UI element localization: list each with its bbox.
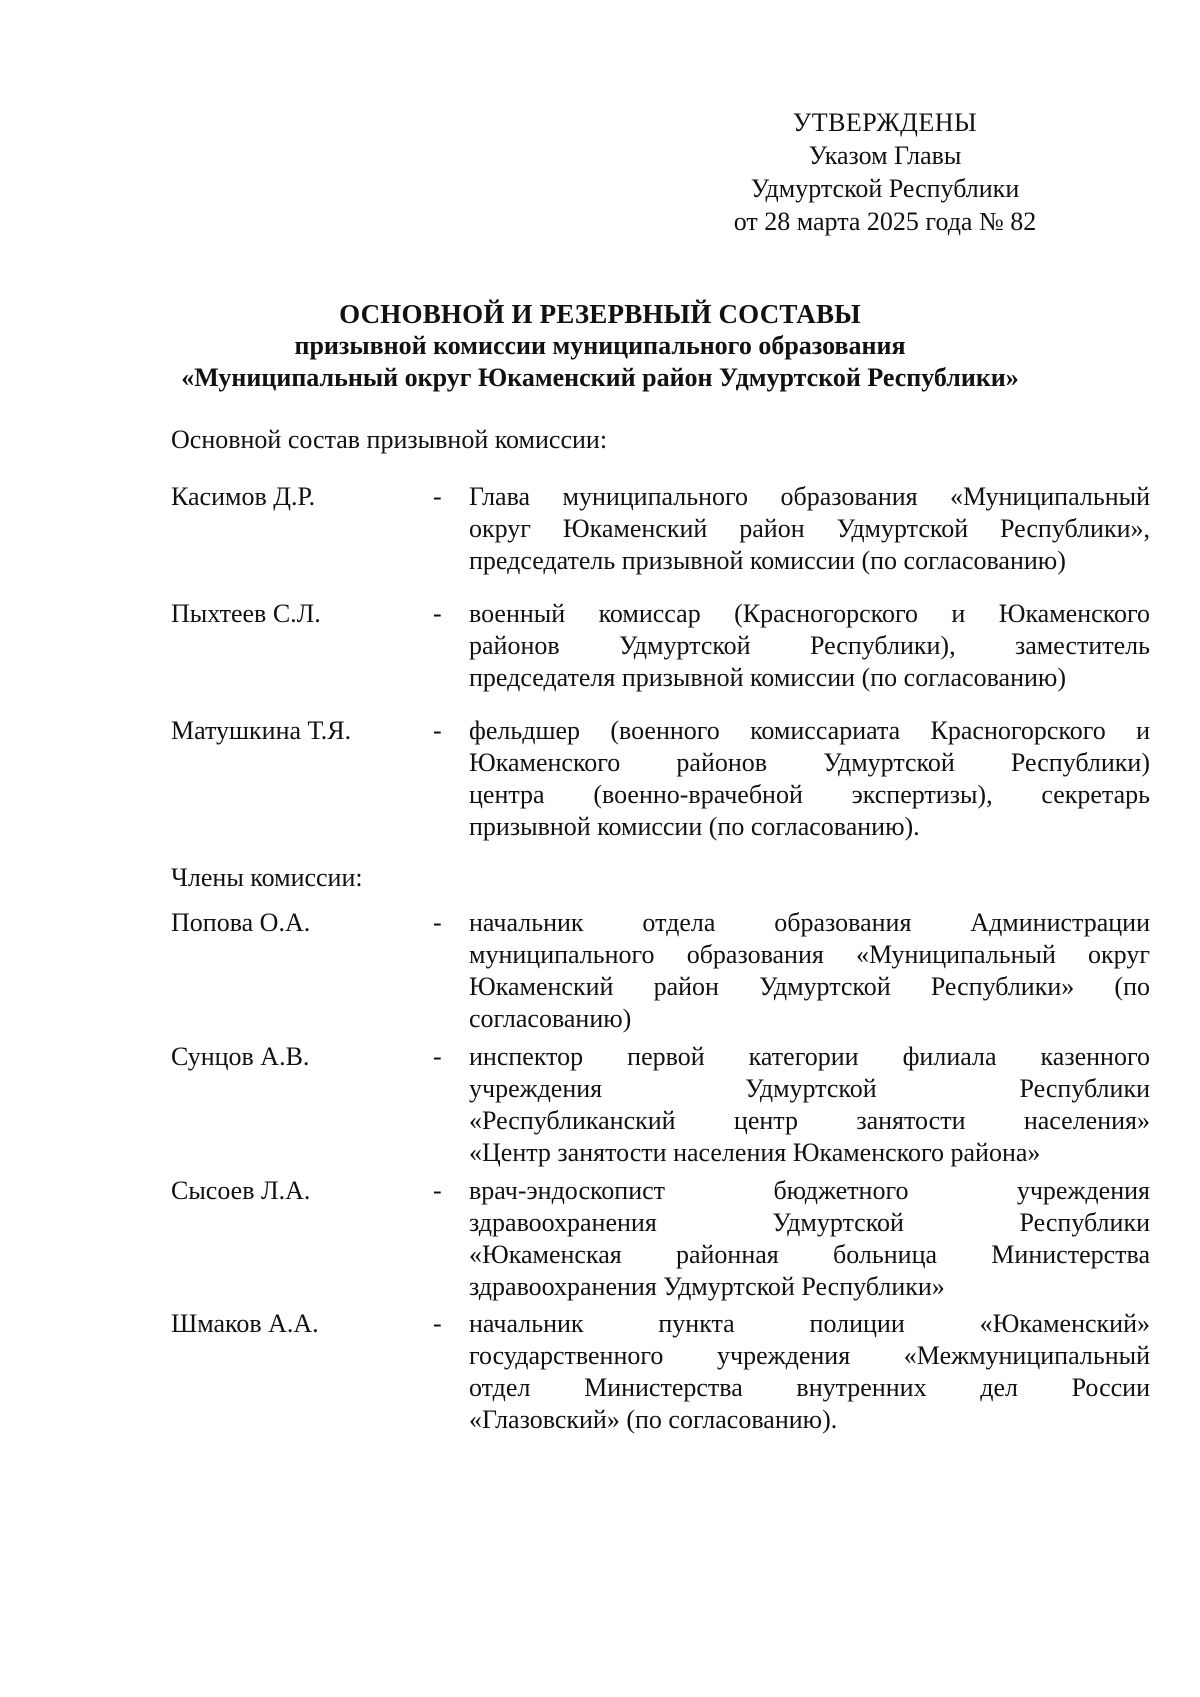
role-line: «Юкаменская районная больница Министерства — [469, 1240, 1150, 1269]
role-line: Юкаменский район Удмуртской Республики» (по — [469, 972, 1150, 1001]
entry-dash: - — [433, 1176, 442, 1205]
members-heading: Члены комиссии: — [171, 863, 363, 892]
role-line: государственного учреждения «Межмуниципальный — [469, 1341, 1150, 1370]
main-composition-heading: Основной состав призывной комиссии: — [171, 425, 608, 454]
person-role — [469, 907, 1150, 1035]
role-line: муниципального образования «Муниципальный округ — [469, 940, 1150, 969]
role-line: призывной комиссии (по согласованию). — [469, 812, 920, 841]
approval-date: от 28 марта 2025 года № 82 — [733, 207, 1037, 236]
person-role — [469, 1041, 1150, 1169]
role-line: центра (военно-врачебной экспертизы), секретарь — [469, 780, 1150, 809]
role-line: начальник пункта полиции «Юкаменский» — [469, 1309, 1150, 1338]
person-role — [469, 1308, 1150, 1436]
role-line: «Республиканский центр занятости населения» — [469, 1106, 1150, 1135]
approval-region: Удмуртской Республики — [750, 174, 1020, 203]
approval-authority: Указом Главы — [808, 141, 962, 170]
role-line: инспектор первой категории филиала казенного — [469, 1042, 1150, 1071]
entry-dash: - — [433, 1042, 442, 1071]
person-role — [469, 598, 1150, 694]
role-line: учреждения Удмуртской Республики — [469, 1074, 1150, 1103]
entry-dash: - — [433, 716, 442, 745]
entry-dash: - — [433, 482, 442, 511]
entry-dash: - — [433, 1309, 442, 1338]
role-line: «Центр занятости населения Юкаменского района» — [469, 1138, 1041, 1167]
role-line: отдел Министерства внутренних дел России — [469, 1373, 1150, 1402]
title-subtitle: призывной комиссии муниципального образования — [294, 331, 906, 360]
role-line: фельдшер (военного комиссариата Красногорского и — [469, 716, 1150, 745]
person-name: Матушкина Т.Я. — [171, 716, 352, 745]
person-role — [469, 1175, 1150, 1303]
title-main: ОСНОВНОЙ И РЕЗЕРВНЫЙ СОСТАВЫ — [339, 299, 861, 329]
role-line: председатель призывной комиссии (по согласованию) — [469, 546, 1066, 575]
person-name: Сысоев Л.А. — [171, 1176, 311, 1205]
entry-dash: - — [433, 599, 442, 628]
role-line: председателя призывной комиссии (по согласованию) — [469, 663, 1066, 692]
person-name: Пыхтеев С.Л. — [171, 599, 321, 628]
document-title — [120, 298, 1080, 394]
approval-title: УТВЕРЖДЕНЫ — [792, 108, 978, 137]
person-name: Касимов Д.Р. — [171, 482, 316, 511]
role-line: здравоохранения Удмуртской Республики — [469, 1208, 1150, 1237]
approval-stamp — [720, 106, 1050, 238]
role-line: врач-эндоскопист бюджетного учреждения — [469, 1176, 1150, 1205]
role-line: согласованию) — [469, 1004, 632, 1033]
person-name: Попова О.А. — [171, 908, 311, 937]
role-line: районов Удмуртской Республики), заместитель — [469, 631, 1150, 660]
role-line: здравоохранения Удмуртской Республики» — [469, 1272, 945, 1301]
person-name: Шмаков А.А. — [171, 1309, 319, 1338]
role-line: начальник отдела образования Администрации — [469, 908, 1150, 937]
role-line: Глава муниципального образования «Муниципальный — [469, 482, 1150, 511]
title-municipality: «Муниципальный округ Юкаменский район Удмуртской Республики» — [181, 363, 1019, 392]
entry-dash: - — [433, 908, 442, 937]
role-line: военный комиссар (Красногорского и Юкаменского — [469, 599, 1150, 628]
role-line: «Глазовский» (по согласованию). — [469, 1405, 838, 1434]
person-name: Сунцов А.В. — [171, 1042, 310, 1071]
person-role — [469, 481, 1150, 577]
role-line: Юкаменского районов Удмуртской Республики) — [469, 748, 1150, 777]
person-role — [469, 715, 1150, 843]
role-line: округ Юкаменский район Удмуртской Республики», — [469, 514, 1150, 543]
